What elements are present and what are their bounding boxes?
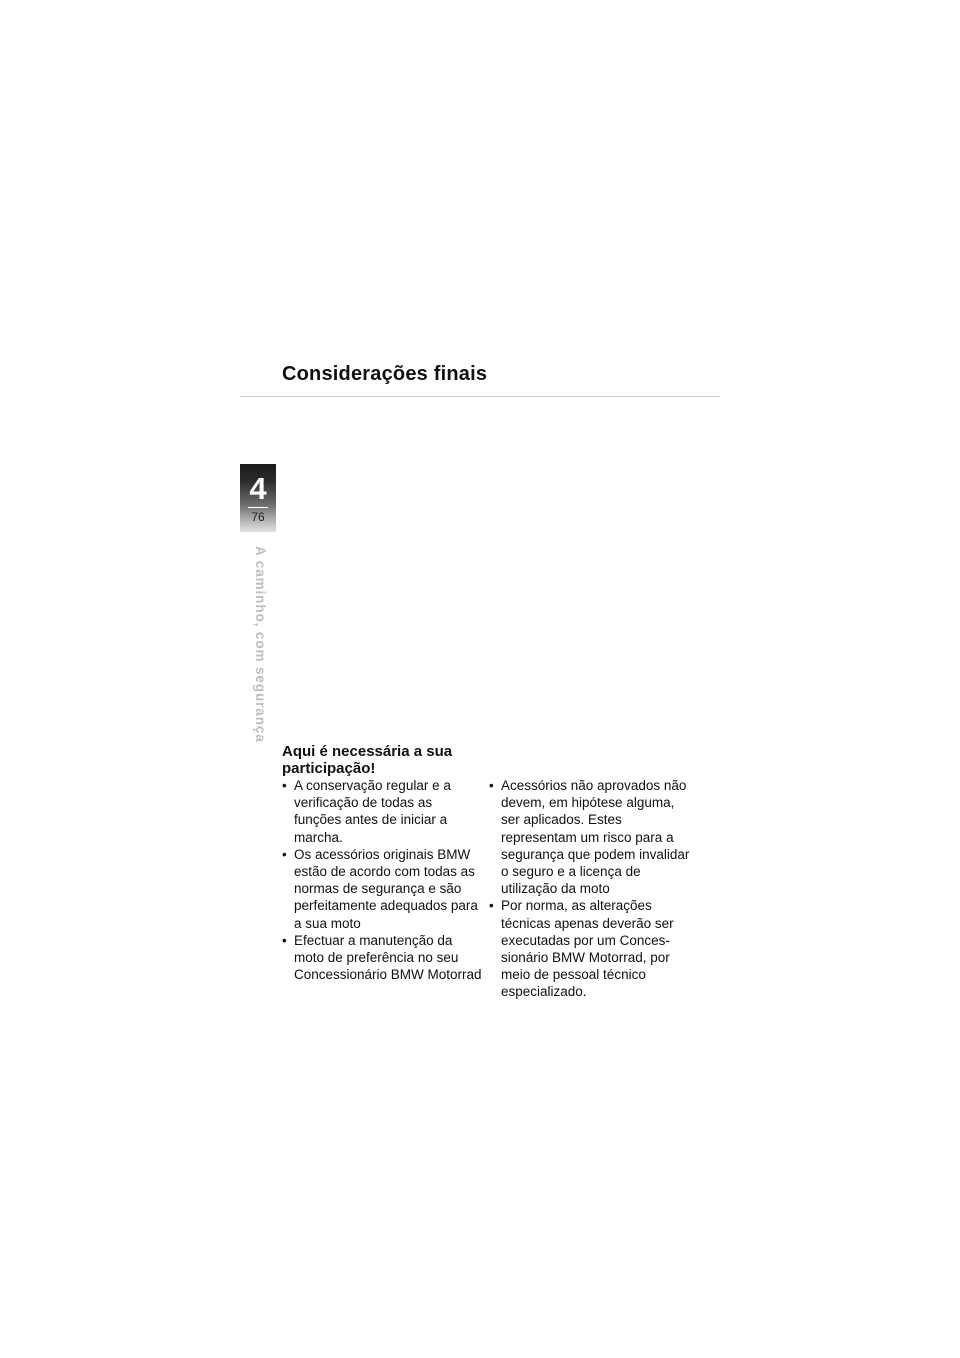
bullet-icon: •	[489, 898, 494, 914]
title-divider	[240, 396, 720, 397]
list-item	[489, 777, 691, 897]
list-item	[282, 846, 482, 932]
list-item-text: Acessórios não aprovados não devem, em hipótese alguma, ser aplicados. Estes representam um risco para a segurança que podem invalidar o seguro e a licença de utilização da moto	[501, 778, 690, 897]
list-item	[282, 777, 482, 846]
list-item-text: A conservação regular e a verificação de todas as funções antes de iniciar a marcha.	[294, 778, 451, 845]
page-number: 76	[251, 510, 265, 524]
bullet-icon: •	[282, 778, 287, 793]
list-item-text: Efectuar a manutenção da moto de preferência no seu Concessionário BMW Motorrad	[294, 932, 482, 983]
bullet-icon: •	[489, 778, 494, 793]
section-heading: Aqui é necessária a sua participação!	[282, 743, 453, 777]
chapter-tab-divider	[248, 507, 268, 508]
list-item-text: Por norma, as alterações técnicas apenas deverão ser executadas por um Concessionário BMW Motorrad, por meio de pessoal técnico especializado.	[501, 898, 674, 1000]
bullet-list-left	[282, 777, 482, 983]
list-item	[489, 897, 691, 1000]
chapter-number: 4	[249, 471, 267, 506]
page-title: Considerações finais	[282, 363, 488, 385]
bullet-icon: •	[282, 932, 287, 948]
list-item-text: Os acessórios originais BMW estão de acordo com todas as normas de segurança e são perfeitamente adequados para a sua moto	[294, 846, 478, 931]
chapter-side-label: A caminho, com segurança	[253, 546, 268, 743]
list-item	[282, 932, 482, 984]
bullet-icon: •	[282, 846, 287, 862]
chapter-tab	[240, 464, 276, 532]
bullet-list-right	[489, 777, 691, 1001]
